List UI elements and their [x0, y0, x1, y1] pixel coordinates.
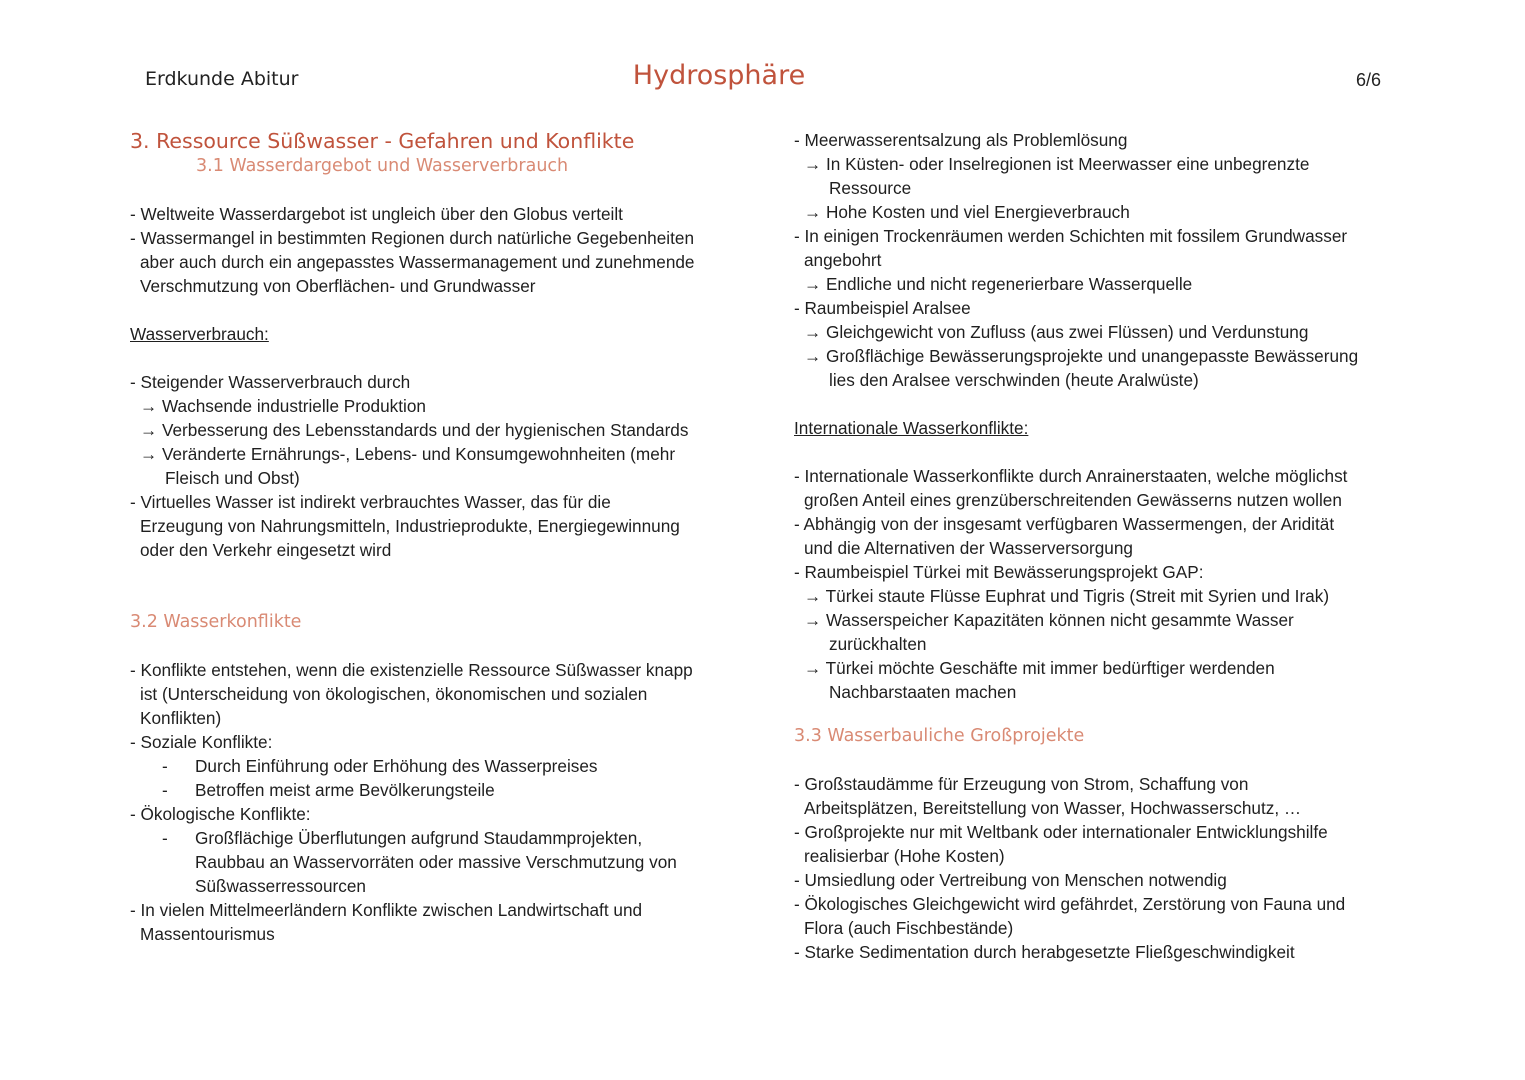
text-line: - Ökologisches Gleichgewicht wird gefährdet, Zerstörung von Fauna und [794, 894, 1346, 914]
text-line: Arbeitsplätzen, Bereitstellung von Wasser, Hochwasserschutz, … [804, 798, 1302, 818]
text-line: angebohrt [804, 250, 882, 270]
dash-item: - Betroffen meist arme Bevölkerungsteile [162, 780, 495, 800]
text-line: oder den Verkehr eingesetzt wird [140, 540, 392, 560]
text-line: - In einigen Trockenräumen werden Schichten mit fossilem Grundwasser [794, 226, 1348, 246]
text-line: Ressource [829, 178, 912, 198]
text-line: Konflikten) [140, 708, 222, 728]
page-title: Hydrosphäre [632, 60, 806, 91]
dash-item-text: Betroffen meist arme Bevölkerungsteile [195, 780, 495, 800]
text-line: Nachbarstaaten machen [829, 682, 1017, 702]
dash-item: - Großflächige Überflutungen aufgrund Staudammprojekten, [162, 828, 643, 848]
subsection-heading-3-3: 3.3 Wasserbauliche Großprojekte [794, 726, 1085, 746]
text-line: Fleisch und Obst) [165, 468, 300, 488]
text-line: Süßwasserressourcen [195, 876, 366, 896]
text-line: - Internationale Wasserkonflikte durch Anrainerstaaten, welche möglichst [794, 466, 1348, 486]
text-line: Verschmutzung von Oberflächen- und Grundwasser [140, 276, 536, 296]
text-line: - Konflikte entstehen, wenn die existenzielle Ressource Süßwasser knapp [130, 660, 693, 680]
text-line: aber auch durch ein angepasstes Wassermanagement und zunehmende [140, 252, 695, 272]
arrow-item: → Verbesserung des Lebensstandards und der hygienischen Standards [140, 420, 689, 440]
subheading-wasserverbrauch: Wasserverbrauch: [130, 324, 269, 344]
arrow-item: → Türkei staute Flüsse Euphrat und Tigris (Streit mit Syrien und Irak) [804, 586, 1330, 606]
arrow-item: → Wasserspeicher Kapazitäten können nicht gesammte Wasser [804, 610, 1294, 630]
arrow-item: → In Küsten- oder Inselregionen ist Meerwasser eine unbegrenzte [804, 154, 1310, 174]
page-number: 6/6 [1356, 70, 1382, 90]
dash-item: - Durch Einführung oder Erhöhung des Wasserpreises [162, 756, 598, 776]
text-line: großen Anteil eines grenzüberschreitenden Gewässerns nutzen wollen [804, 490, 1342, 510]
arrow-item: → Gleichgewicht von Zufluss (aus zwei Flüssen) und Verdunstung [804, 322, 1309, 342]
document-subject: Erdkunde Abitur [145, 68, 299, 90]
text-line: - Meerwasserentsalzung als Problemlösung [794, 130, 1128, 150]
text-line: - Großstaudämme für Erzeugung von Strom, Schaffung von [794, 774, 1249, 794]
text-line: Raubbau an Wasservorräten oder massive Verschmutzung von [195, 852, 677, 872]
text-line: Massentourismus [140, 924, 275, 944]
section-heading-3: 3. Ressource Süßwasser - Gefahren und Konflikte [130, 129, 635, 153]
text-line: lies den Aralsee verschwinden (heute Aralwüste) [829, 370, 1199, 390]
text-line: - In vielen Mittelmeerländern Konflikte zwischen Landwirtschaft und [130, 900, 643, 920]
text-line: - Umsiedlung oder Vertreibung von Menschen notwendig [794, 870, 1227, 890]
subheading-internationale-wasserkonflikte: Internationale Wasserkonflikte: [794, 418, 1029, 438]
left-column [130, 128, 750, 946]
text-line: - Großprojekte nur mit Weltbank oder internationaler Entwicklungshilfe [794, 822, 1328, 842]
text-line: - Virtuelles Wasser ist indirekt verbrauchtes Wasser, das für die [130, 492, 611, 512]
text-line: - Abhängig von der insgesamt verfügbaren Wassermengen, der Aridität [794, 514, 1335, 534]
right-column [794, 128, 1414, 964]
text-line: zurückhalten [829, 634, 927, 654]
text-line: - Soziale Konflikte: [130, 732, 273, 752]
dash-item-text: Durch Einführung oder Erhöhung des Wasserpreises [195, 756, 598, 776]
text-line: - Steigender Wasserverbrauch durch [130, 372, 411, 392]
text-line: - Wassermangel in bestimmten Regionen durch natürliche Gegebenheiten [130, 228, 694, 248]
arrow-item: → Endliche und nicht regenerierbare Wasserquelle [804, 274, 1193, 294]
arrow-item: → Veränderte Ernährungs-, Lebens- und Konsumgewohnheiten (mehr [140, 444, 676, 464]
arrow-item: → Wachsende industrielle Produktion [140, 396, 426, 416]
subsection-heading-3-1: 3.1 Wasserdargebot und Wasserverbrauch [196, 156, 569, 176]
text-line: realisierbar (Hohe Kosten) [804, 846, 1005, 866]
text-line: Erzeugung von Nahrungsmitteln, Industrieprodukte, Energiegewinnung [140, 516, 680, 536]
text-line: - Raumbeispiel Türkei mit Bewässerungsprojekt GAP: [794, 562, 1204, 582]
subsection-heading-3-2: 3.2 Wasserkonflikte [130, 612, 302, 632]
arrow-item: → Türkei möchte Geschäfte mit immer bedürftiger werdenden [804, 658, 1275, 678]
text-line: - Starke Sedimentation durch herabgesetzte Fließgeschwindigkeit [794, 942, 1295, 962]
arrow-item: → Hohe Kosten und viel Energieverbrauch [804, 202, 1130, 222]
arrow-item: → Großflächige Bewässerungsprojekte und unangepasste Bewässerung [804, 346, 1359, 366]
text-line: ist (Unterscheidung von ökologischen, ökonomischen und sozialen [140, 684, 648, 704]
text-line: - Weltweite Wasserdargebot ist ungleich über den Globus verteilt [130, 204, 623, 224]
text-line: - Ökologische Konflikte: [130, 804, 311, 824]
text-line: und die Alternativen der Wasserversorgung [804, 538, 1133, 558]
text-line: - Raumbeispiel Aralsee [794, 298, 971, 318]
dash-item-text: Großflächige Überflutungen aufgrund Staudammprojekten, [195, 828, 643, 848]
text-line: Flora (auch Fischbestände) [804, 918, 1014, 938]
